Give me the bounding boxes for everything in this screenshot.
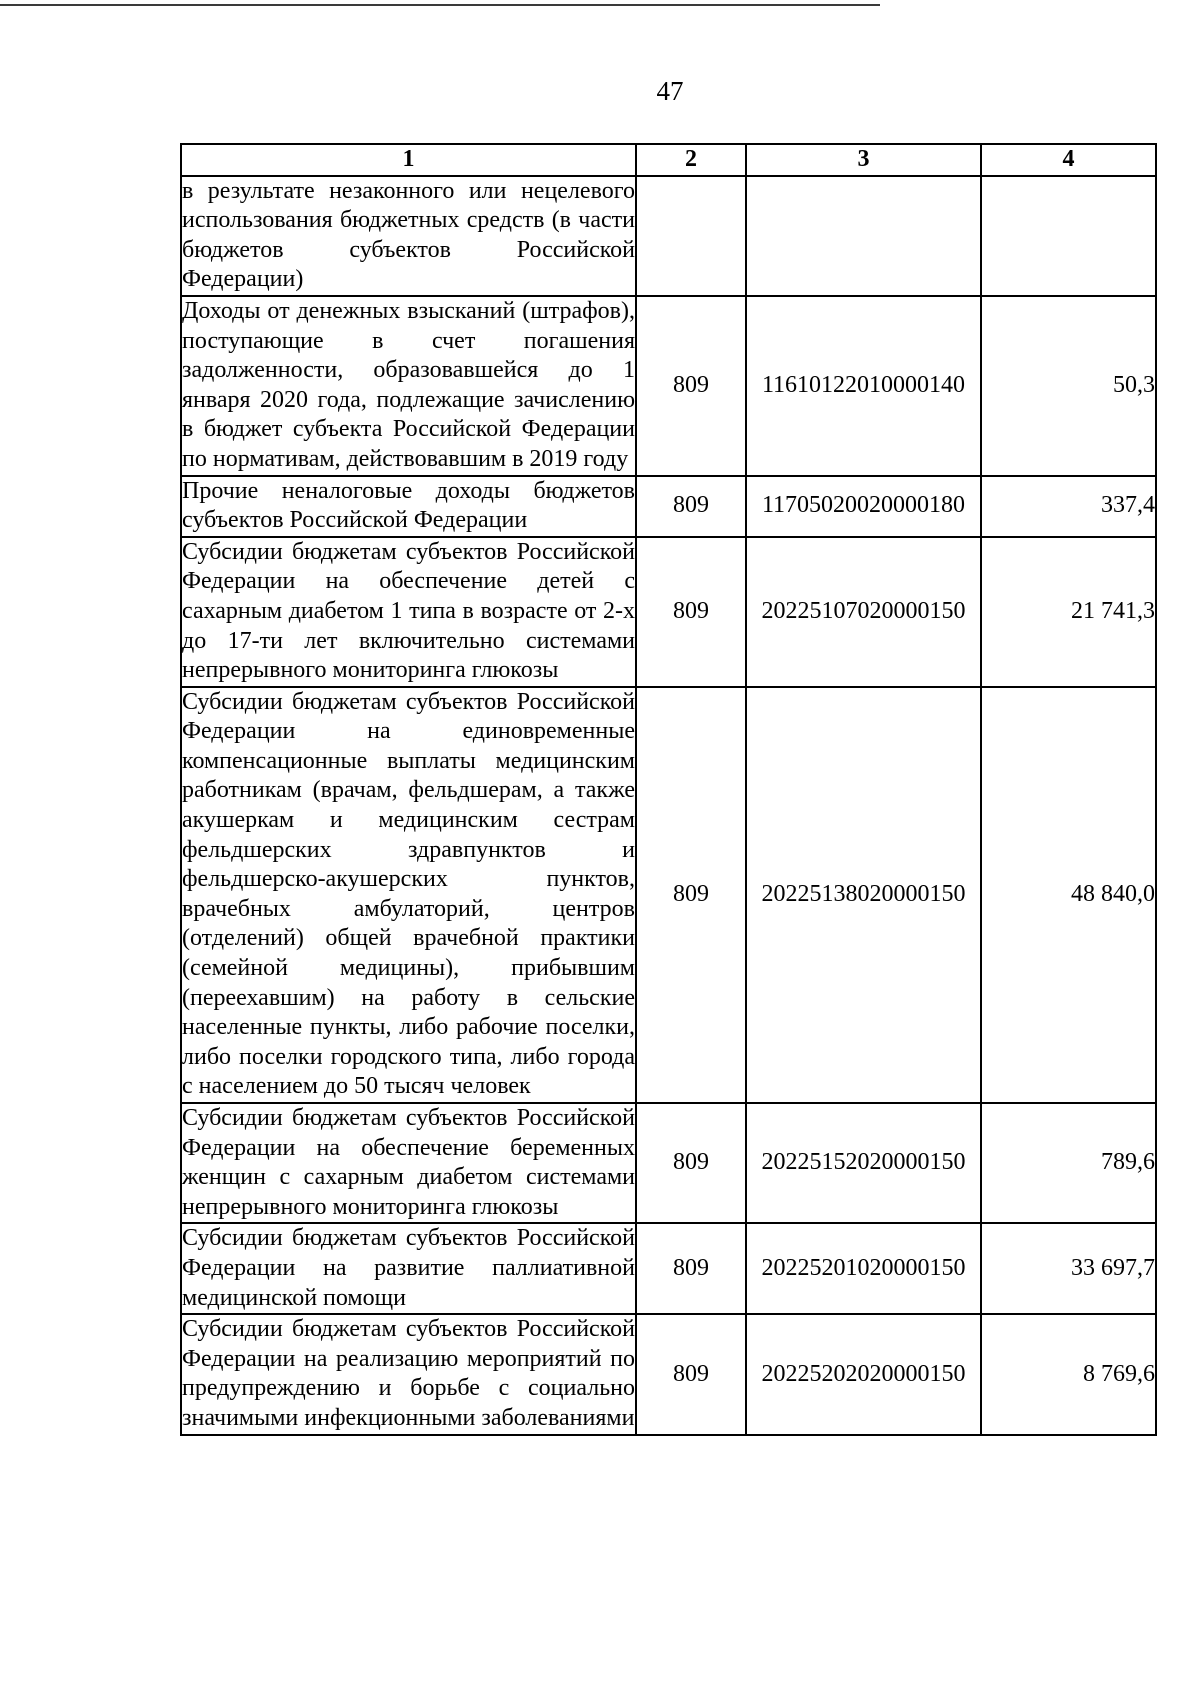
row-amount: 50,3 — [981, 296, 1156, 476]
row-admin-code: 809 — [636, 1314, 746, 1434]
row-amount: 8 769,6 — [981, 1314, 1156, 1434]
row-amount — [981, 176, 1156, 296]
row-admin-code — [636, 176, 746, 296]
row-description: Субсидии бюджетам субъектов Российской Федерации на единовременные компенсационные выплаты медицинским работникам (врачам, фельдшерам, а также акушеркам и медицинским сестрам фельдшерских здравпунктов и фельдшерско-акушерских пунктов, врачебных амбулаторий, центров (отделений) общей врачебной практики (семейной медицины), прибывшим (переехавшим) на работу в сельские населенные пункты, либо рабочие поселки, либо поселки городского типа, либо города с населением до 50 тысяч человек — [181, 687, 636, 1103]
row-amount: 48 840,0 — [981, 687, 1156, 1103]
row-description: в результате незаконного или нецелевого использования бюджетных средств (в части бюджетов субъектов Российской Федерации) — [181, 176, 636, 296]
row-description: Субсидии бюджетам субъектов Российской Федерации на обеспечение детей с сахарным диабетом 1 типа в возрасте от 2-х до 17-ти лет включительно системами непрерывного мониторинга глюкозы — [181, 537, 636, 687]
row-admin-code: 809 — [636, 476, 746, 537]
table-row — [181, 476, 1156, 537]
table-row — [181, 1314, 1156, 1434]
table-row — [181, 296, 1156, 476]
row-amount: 789,6 — [981, 1103, 1156, 1223]
column-header-2: 2 — [636, 144, 746, 176]
column-header-1: 1 — [181, 144, 636, 176]
table-row — [181, 687, 1156, 1103]
table-row — [181, 537, 1156, 687]
row-amount: 337,4 — [981, 476, 1156, 537]
row-kbk-code: 11610122010000140 — [746, 296, 981, 476]
row-kbk-code: 20225152020000150 — [746, 1103, 981, 1223]
row-description: Прочие неналоговые доходы бюджетов субъектов Российской Федерации — [181, 476, 636, 537]
row-admin-code: 809 — [636, 296, 746, 476]
table-row — [181, 1223, 1156, 1314]
column-header-4: 4 — [981, 144, 1156, 176]
row-kbk-code: 20225107020000150 — [746, 537, 981, 687]
row-admin-code: 809 — [636, 1103, 746, 1223]
row-description: Субсидии бюджетам субъектов Российской Федерации на обеспечение беременных женщин с сахарным диабетом системами непрерывного мониторинга глюкозы — [181, 1103, 636, 1223]
row-kbk-code — [746, 176, 981, 296]
row-description: Субсидии бюджетам субъектов Российской Федерации на развитие паллиативной медицинской помощи — [181, 1223, 636, 1314]
page-number: 47 — [656, 76, 684, 106]
row-amount: 21 741,3 — [981, 537, 1156, 687]
row-description: Доходы от денежных взысканий (штрафов), поступающие в счет погашения задолженности, образовавшейся до 1 января 2020 года, подлежащие зачислению в бюджет субъекта Российской Федерации по нормативам, действовавшим в 2019 году — [181, 296, 636, 476]
row-kbk-code: 20225138020000150 — [746, 687, 981, 1103]
row-description: Субсидии бюджетам субъектов Российской Федерации на реализацию мероприятий по предупреждению и борьбе с социально значимыми инфекционными заболеваниями — [181, 1314, 636, 1434]
table-row — [181, 176, 1156, 296]
top-border-line — [0, 4, 880, 6]
row-amount: 33 697,7 — [981, 1223, 1156, 1314]
table-header-row — [181, 144, 1156, 176]
row-kbk-code: 11705020020000180 — [746, 476, 981, 537]
row-kbk-code: 20225202020000150 — [746, 1314, 981, 1434]
row-admin-code: 809 — [636, 537, 746, 687]
column-header-3: 3 — [746, 144, 981, 176]
row-admin-code: 809 — [636, 1223, 746, 1314]
budget-revenue-table — [180, 143, 1157, 1436]
row-admin-code: 809 — [636, 687, 746, 1103]
table-row — [181, 1103, 1156, 1223]
row-kbk-code: 20225201020000150 — [746, 1223, 981, 1314]
